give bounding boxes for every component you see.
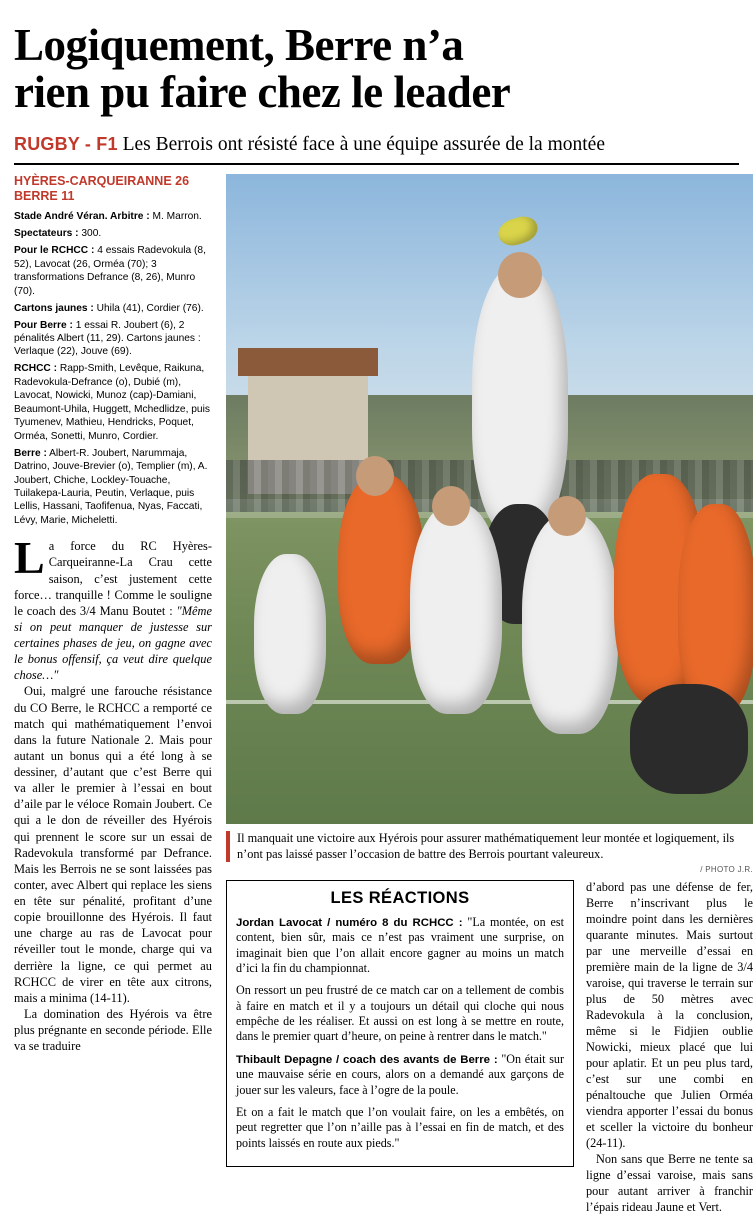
- paragraph: d’abord pas une défense de fer, Berre n’inscrivant plus le moindre point dans les dernières quarante minutes. Mais surtout par une merveille d’essai en première main de la ligne de 3/4 varoise, qui traverse le terrain sur plus de 50 mètres avec Radevokula à la conclusion, même si le Fidjien oublie Nowicki, mieux placé que lui pour aplatir. Et un peu plus tard, c’est sur une combi en pénaltouche que Julien Orméa viendra apporter l’essai du bonus et sceller la victoire du bonheur (24-11).: [586, 879, 753, 1150]
- fact-value: Albert-R. Joubert, Narummaja, Datrino, Jouve-Brevier (o), Templier (m), A. Joubert, Chiche, Lockley-Touache, Tuilakepa-Lauria, Peutin, Verlaque, puis Lellis, Hassani, Taofifenua, Nyas, Faccati, Lévy, Marie, Micheletti.: [14, 447, 208, 526]
- photo-caption: [226, 831, 753, 862]
- fact-label: RCHCC :: [14, 363, 58, 375]
- match-photo: [226, 174, 753, 824]
- fact-row: [14, 319, 212, 359]
- fact-value: 1 essai R. Joubert (6), 2 pénalités Albert (11, 29). Cartons jaunes : Verlaque (22), Jouve (69).: [14, 319, 201, 358]
- player-orange-far-right: [678, 504, 753, 714]
- reaction-role: / numéro 8 du RCHCC :: [322, 916, 463, 929]
- fact-value: 300.: [78, 228, 102, 240]
- paragraph: Non sans que Berre ne tente sa ligne d’essai varoise, mais sans pour autant arriver à franchir l’épais rideau Jaune et Vert.: [586, 1151, 753, 1214]
- reaction-speaker: Jordan Lavocat: [236, 916, 323, 929]
- paragraph: La domination des Hyérois va être plus prégnante en seconde période. Elle va se traduire: [14, 1006, 212, 1054]
- fact-value: 4 essais Radevokula (8, 52), Lavocat (26, Orméa (70); 3 transformations Defrance (8, 26), Munro (70).: [14, 245, 206, 297]
- reactions-title: LES RÉACTIONS: [330, 888, 470, 907]
- player-white-2: [522, 514, 618, 734]
- fact-row: [14, 227, 212, 240]
- reaction-speaker: Thibault Depagne: [236, 1053, 333, 1066]
- newspaper-page: [0, 20, 753, 1214]
- fact-label: Pour Berre :: [14, 319, 73, 331]
- headline-line-1: Logiquement, Berre n’a: [14, 20, 464, 70]
- caption-accent-bar: [226, 831, 230, 862]
- paragraph: Oui, malgré une farouche résistance du CO Berre, le RCHCC a remporté ce match qui mathématiquement l’envoi dans la future Nationale 2. Mais pour autant un bonus qui a été long à se dessiner, d’autant que c’est Berre qui va aller le premier à l’essai en bout d’aile par le véloce Romain Joubert. Ce qui a le don de réveiller des Hyérois qui prennent le score sur un essai de Radevokula transformé par Defrance. Mais les Berrois ne se sont laissées pas conter, avec Albert qui replace les siens en tête sur pénalité, profitant d’une copie brouillonne des Hyérois. Il faut une charge au ras de Lavocat pour réveiller tout le monde, charge qui va derrière la ligne, ce qui permet au RCHCC de virer en tête aux citrons, mais a minima (14-11).: [14, 684, 212, 1005]
- fact-row: [14, 447, 212, 528]
- reaction-item: [236, 1105, 564, 1151]
- photo-credit: / PHOTO J.R.: [700, 865, 753, 875]
- page-title: [14, 22, 739, 117]
- article-left-text: [14, 532, 212, 1054]
- article-body: [14, 173, 753, 1214]
- reaction-quote: On ressort un peu frustré de ce match car on a tellement de combis à faire en match et il y a toujours un détail qui cloche qui nous empêche de les réaliser. Et aussi on est long à se mettre en route, dans le premier quart d’heure, on peine à rentrer dans le match.": [236, 983, 564, 1044]
- score-line-1: HYÈRES-CARQUEIRANNE 26: [14, 173, 190, 188]
- reaction-quote: "On était sur une mauvaise série en cours, alors on a demandé aux garçons de jouer sur les valeurs, face à l’ogre de la poule.: [236, 1051, 564, 1097]
- player-head: [432, 486, 470, 526]
- drop-cap: L: [14, 532, 45, 584]
- reaction-item: [236, 915, 564, 977]
- reaction-item: [236, 1052, 564, 1098]
- right-column: [586, 880, 753, 1216]
- match-facts: [14, 210, 212, 527]
- fact-label: Spectateurs :: [14, 228, 79, 240]
- fact-label: Pour le RCHCC :: [14, 245, 95, 257]
- reaction-quote: Et on a fait le match que l’on voulait faire, on les a embêtés, on peut regretter que l’on n’aille pas à l’essai en fin de match, et des points laissés en route aux pieds.": [236, 1104, 564, 1150]
- score-line-2: BERRE 11: [14, 189, 75, 204]
- player-head: [356, 456, 394, 496]
- player-white-3: [254, 554, 326, 714]
- player-shorts-dark: [630, 684, 748, 794]
- fact-value: M. Marron.: [149, 211, 202, 223]
- paragraph-text: a force du RC Hyères-Carqueiranne-La Crau cette saison, c’est justement cette force… tranquille ! Comme le souligne le coach des 3/4 Manu Boutet :: [14, 539, 212, 618]
- reaction-quote: "La montée, on est content, bien sûr, mais ce n’est pas vraiment une surprise, on imaginait bien que l’on allait encore gagner au moins un match d’ici la fin du championnat.: [236, 914, 564, 976]
- kicker: [14, 133, 739, 165]
- player-white-1: [410, 504, 502, 714]
- fact-value: Rapp-Smith, Levêque, Raikuna, Radevokula-Defrance (o), Dubié (m), Lavocat, Nowicki, Munoz (cap)-Damiani, Beaumont-Uhila, Huggett, Mchedlidze, puis Tyumenev, Mathieu, Hendricks, Poquet, Orméa, Sonetti, Munro, Cordier.: [14, 363, 210, 442]
- match-score: [14, 174, 212, 205]
- paragraph-quote: "Même si on peut manquer de justesse sur certaines phases de jeu, on gagne avec le bonus offensif, ça veut dire quelque chose…": [14, 603, 212, 683]
- fact-row: [14, 362, 212, 443]
- left-column: [14, 174, 212, 1054]
- fact-value: Uhila (41), Cordier (76).: [93, 302, 204, 314]
- player-head: [548, 496, 586, 536]
- player-head: [498, 252, 542, 298]
- fact-row: [14, 210, 212, 223]
- headline-line-2: rien pu faire chez le leader: [14, 67, 511, 118]
- kicker-text: Les Berrois ont résisté face à une équipe assurée de la montée: [122, 133, 605, 155]
- paragraph: [14, 532, 212, 683]
- reaction-item: [236, 983, 564, 1044]
- fact-label: Berre :: [14, 447, 47, 459]
- photo-block: [226, 174, 753, 874]
- kicker-rubric: RUGBY - F1: [14, 133, 118, 154]
- fact-label: Stade André Véran. Arbitre :: [14, 211, 150, 223]
- reaction-role: / coach des avants de Berre :: [332, 1053, 498, 1066]
- player-lifted-white: [472, 266, 568, 536]
- caption-text: Il manquait une victoire aux Hyérois pour assurer mathématiquement leur montée et logiquement, ils n’ont pas laissé passer l’occasion de battre des Berrois pourtant valeureux.: [237, 830, 735, 861]
- fact-row: [14, 302, 212, 315]
- fact-row: [14, 244, 212, 298]
- fact-label: Cartons jaunes :: [14, 302, 94, 314]
- reactions-box: [226, 880, 574, 1167]
